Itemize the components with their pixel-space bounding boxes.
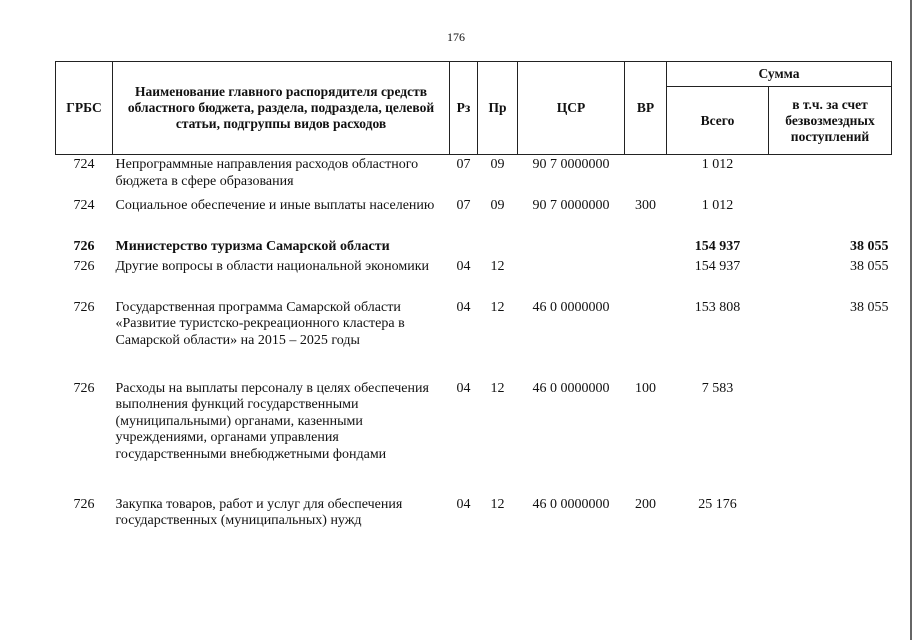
- header-csr: ЦСР: [518, 62, 625, 155]
- table-row: [56, 298, 892, 379]
- cell-free: [769, 379, 892, 495]
- cell-total: 154 937: [694, 238, 741, 254]
- cell-rz: 07: [456, 197, 471, 213]
- cell-csr: 46 0 0000000: [532, 496, 610, 512]
- cell-csr: [518, 237, 625, 257]
- cell-csr: 46 0 0000000: [532, 299, 610, 315]
- cell-grbs: 726: [73, 380, 95, 396]
- cell-total: 25 176: [698, 496, 737, 512]
- table-row: [56, 196, 892, 237]
- cell-vr: [625, 237, 667, 257]
- cell-pr: 09: [490, 197, 505, 213]
- table-row: [56, 237, 892, 257]
- cell-name: Расходы на выплаты персоналу в целях обеспечения выполнения функций государственными (муниципальными) органами, казенными учреждениями, органами управления государственными внебюджетными фондами: [115, 380, 429, 462]
- budget-table: [55, 61, 892, 536]
- table-row: [56, 257, 892, 298]
- page-number: 176: [447, 30, 465, 44]
- cell-grbs: 724: [73, 197, 95, 213]
- cell-csr: 46 0 0000000: [532, 380, 610, 396]
- cell-rz: [450, 237, 478, 257]
- cell-name: Министерство туризма Самарской области: [115, 238, 390, 254]
- cell-csr: [518, 257, 625, 298]
- table-row: [56, 379, 892, 495]
- cell-pr: 12: [490, 258, 505, 274]
- cell-grbs: 726: [73, 496, 95, 512]
- cell-free: [769, 196, 892, 237]
- cell-total: 1 012: [701, 157, 734, 172]
- cell-vr: 100: [635, 380, 656, 396]
- header-name: Наименование главного распорядителя средств областного бюджета, раздела, подраздела, целевой статьи, подгруппы видов расходов: [113, 62, 450, 155]
- cell-pr: 12: [490, 380, 505, 396]
- cell-grbs: 724: [73, 157, 95, 172]
- cell-free: 38 055: [850, 258, 889, 274]
- cell-vr: 300: [635, 197, 656, 213]
- table-row: [56, 155, 892, 196]
- cell-rz: 04: [456, 496, 471, 512]
- table-row: [56, 495, 892, 536]
- header-pr: Пр: [478, 62, 518, 155]
- cell-rz: 04: [456, 258, 471, 274]
- cell-name: Другие вопросы в области национальной экономики: [115, 258, 430, 274]
- cell-csr: 90 7 0000000: [532, 157, 610, 172]
- cell-rz: 04: [456, 299, 471, 315]
- cell-free: [769, 155, 892, 196]
- cell-name: Социальное обеспечение и иные выплаты населению: [115, 197, 435, 213]
- cell-grbs: 726: [73, 299, 95, 315]
- header-rz: Рз: [450, 62, 478, 155]
- header-total: Всего: [667, 87, 769, 155]
- cell-name: Закупка товаров, работ и услуг для обеспечения государственных (муниципальных) нужд: [115, 496, 403, 528]
- cell-vr: [625, 155, 667, 196]
- cell-grbs: 726: [73, 238, 95, 254]
- cell-pr: [478, 237, 518, 257]
- cell-rz: 07: [456, 157, 471, 172]
- cell-total: 153 808: [694, 299, 741, 315]
- cell-total: 154 937: [694, 258, 741, 274]
- cell-free: [769, 495, 892, 536]
- cell-total: 1 012: [701, 197, 734, 213]
- cell-pr: 12: [490, 299, 505, 315]
- header-vr: ВР: [625, 62, 667, 155]
- header-sum: Сумма: [667, 62, 892, 87]
- cell-total: 7 583: [701, 380, 734, 396]
- cell-free: 38 055: [850, 299, 889, 315]
- cell-name: Государственная программа Самарской области «Развитие туристско-рекреационного кластера в Самарской области» на 2015 – 2025 годы: [115, 299, 405, 348]
- cell-grbs: 726: [73, 258, 95, 274]
- cell-name: Непрограммные направления расходов областного бюджета в сфере образования: [115, 157, 419, 189]
- header-free: в т.ч. за счет безвозмездных поступлений: [769, 87, 892, 155]
- header-row-1: [56, 62, 892, 87]
- header-grbs: ГРБС: [56, 62, 113, 155]
- cell-vr: [625, 298, 667, 379]
- cell-free: 38 055: [850, 238, 889, 254]
- cell-pr: 12: [490, 496, 505, 512]
- cell-vr: 200: [635, 496, 656, 512]
- cell-vr: [625, 257, 667, 298]
- cell-pr: 09: [490, 157, 505, 172]
- cell-rz: 04: [456, 380, 471, 396]
- cell-csr: 90 7 0000000: [532, 197, 610, 213]
